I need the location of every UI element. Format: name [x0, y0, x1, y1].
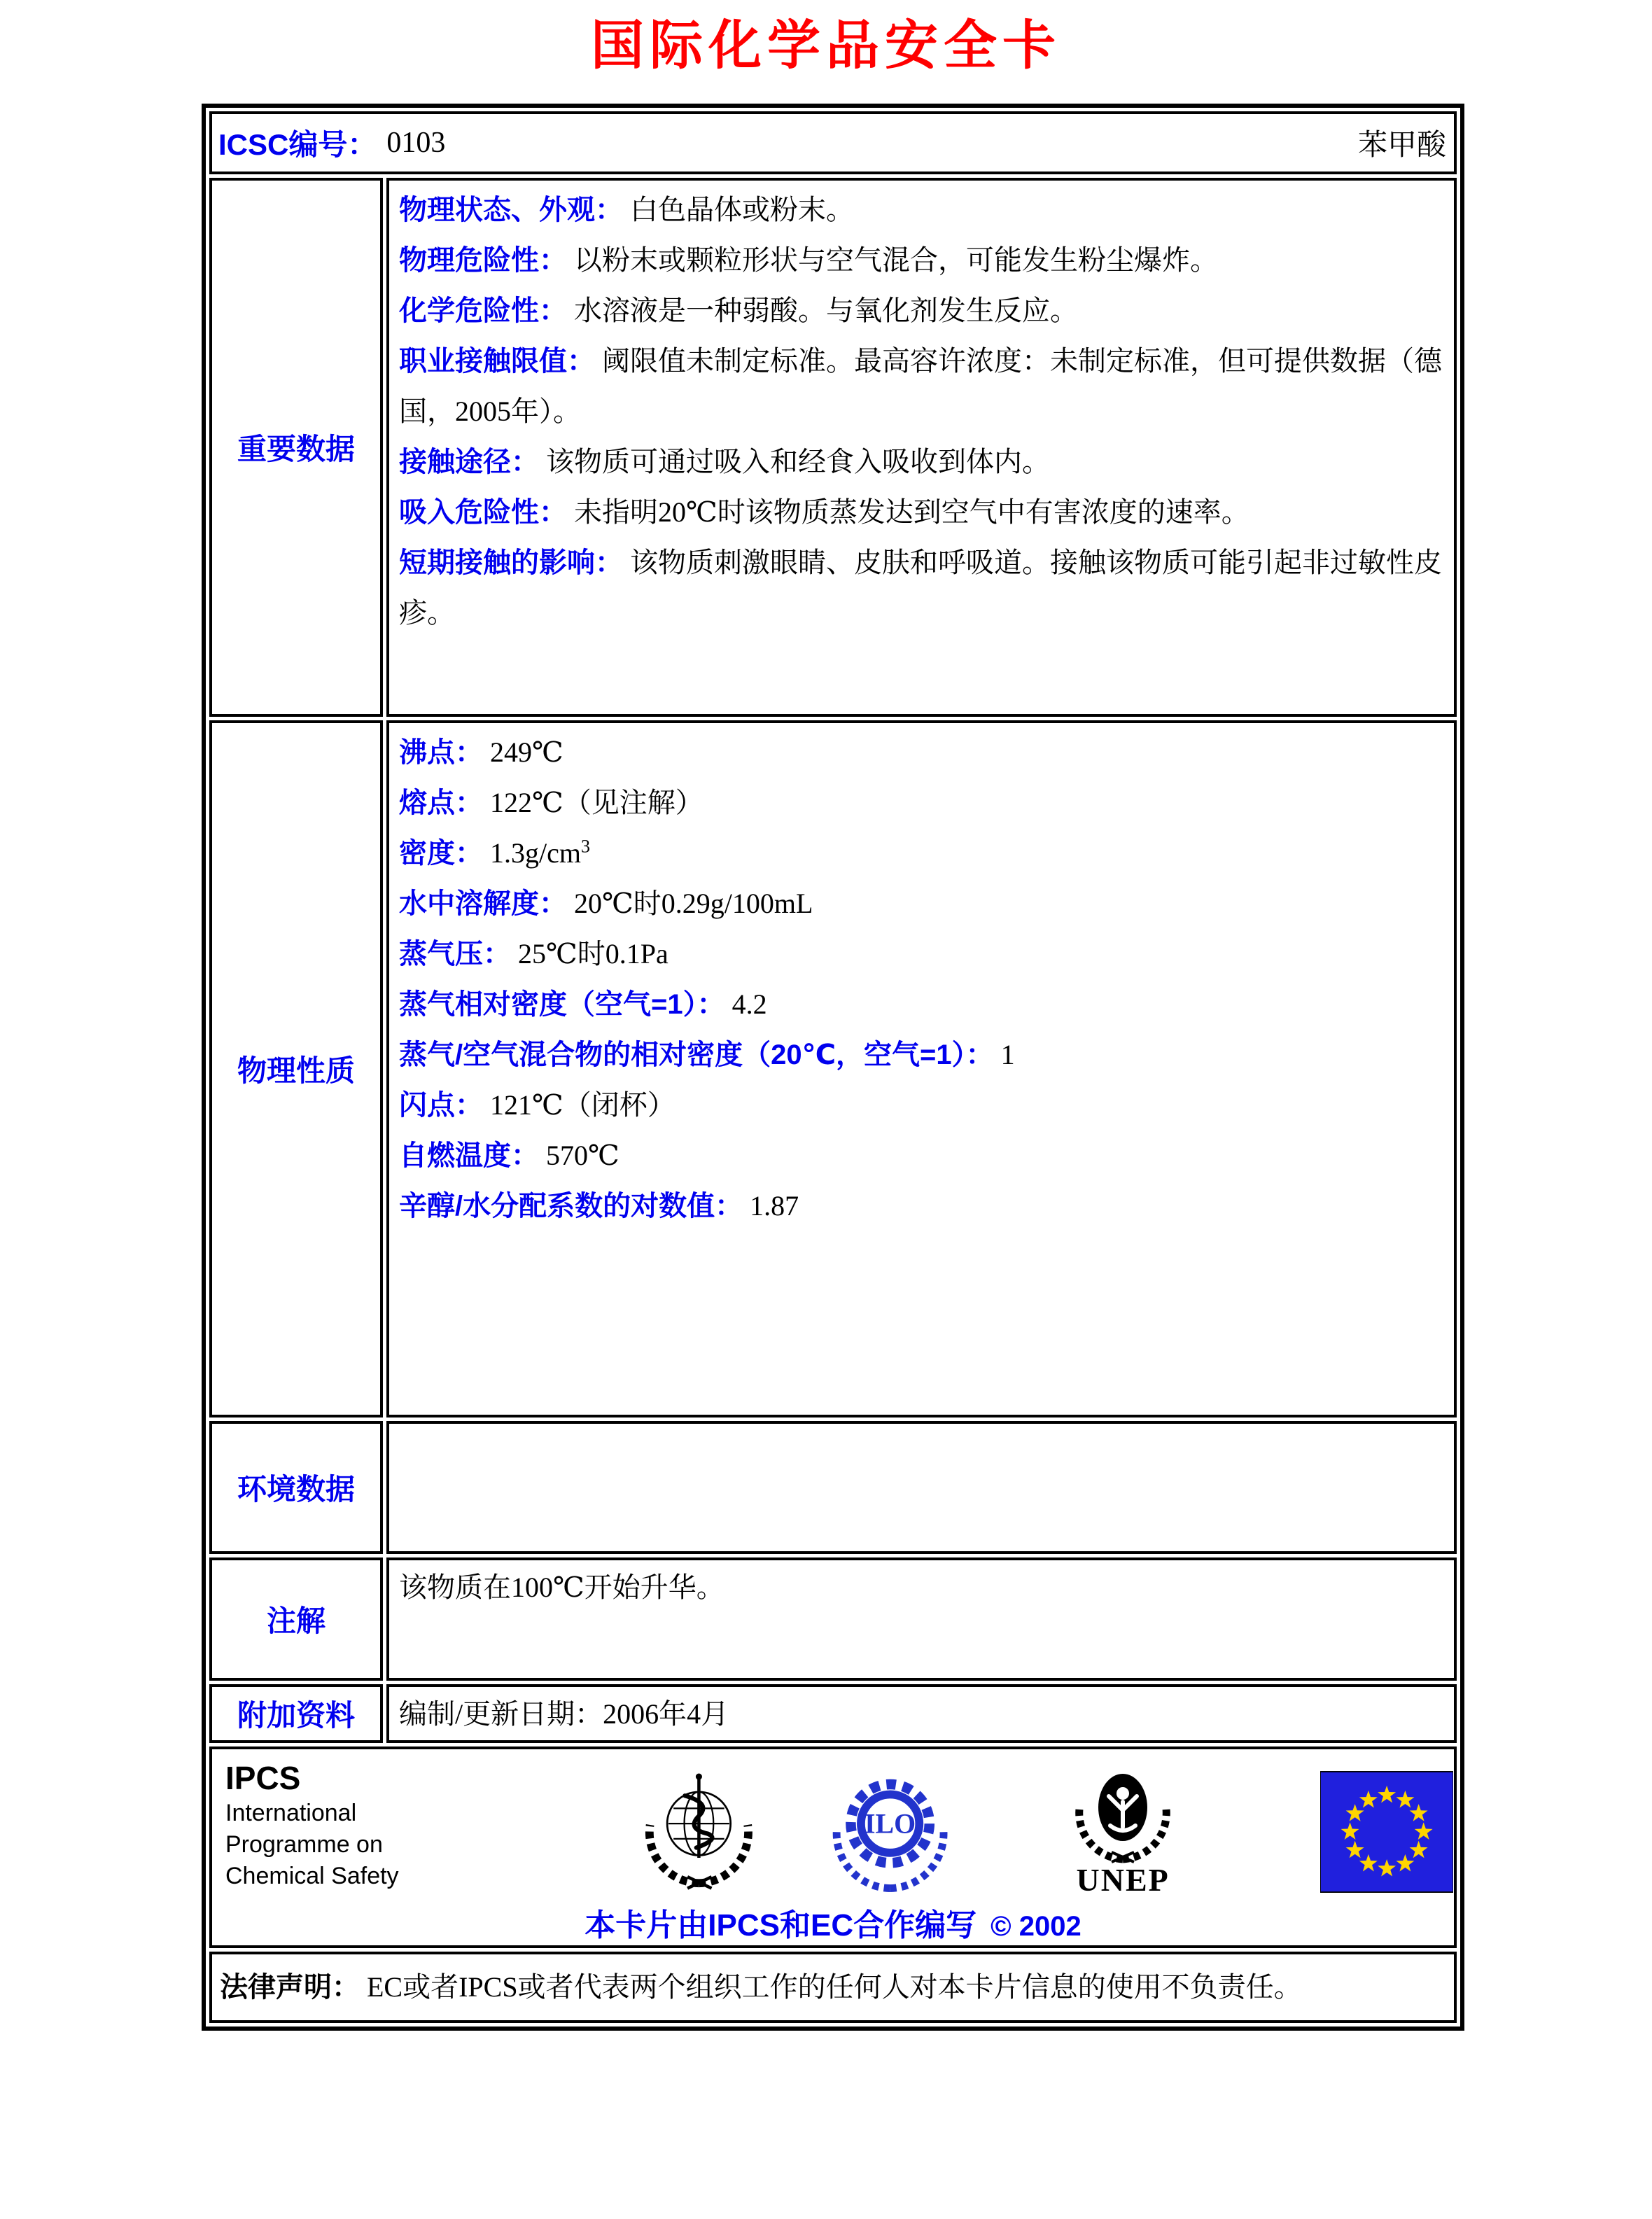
item-value: 该物质刺激眼睛、皮肤和呼吸道。接触该物质可能引起非过敏性皮疹。	[399, 547, 1442, 629]
environment-data-content	[386, 1421, 1457, 1554]
additional-info-row	[209, 1684, 1457, 1743]
logos-row	[209, 1746, 1457, 1948]
item-value: 249℃	[490, 736, 564, 768]
item-label: 密度：	[399, 838, 483, 869]
header-cell	[209, 111, 1457, 174]
item-label: 蒸气压：	[399, 939, 511, 969]
item-value: 阈限值未制定标准。最高容许浓度：未制定标准，但可提供数据（德国，2005年）。	[399, 345, 1442, 427]
item-value: 该物质可通过吸入和经食入吸收到体内。	[546, 446, 1050, 477]
important-item	[399, 538, 1443, 638]
chemical-name: 苯甲酸	[1357, 130, 1446, 162]
item-label: 蒸气相对密度（空气=1）：	[399, 989, 725, 1020]
environment-data-label: 环境数据	[209, 1421, 383, 1554]
item-value-superscript: 3	[580, 836, 590, 857]
page-title: 国际化学品安全卡	[591, 17, 1061, 76]
legal-cell	[209, 1952, 1457, 2023]
physical-item	[399, 727, 1443, 778]
important-item	[399, 487, 1443, 538]
physical-item	[399, 1181, 1443, 1231]
ipcs-line: International	[225, 1800, 357, 1826]
item-label: 物理状态、外观：	[399, 195, 623, 225]
important-data-content	[386, 178, 1457, 717]
item-label: 熔点：	[399, 788, 483, 818]
unep-logo-icon	[1067, 1758, 1179, 1863]
item-label: 自燃温度：	[399, 1140, 539, 1171]
physical-item	[399, 979, 1443, 1030]
item-value: 1.87	[750, 1190, 799, 1222]
item-label: 蒸气/空气混合物的相对密度（20℃，空气=1）：	[399, 1040, 994, 1070]
item-value: 以粉末或颗粒形状与空气混合，可能发生粉尘爆炸。	[574, 244, 1218, 276]
icsc-table	[202, 104, 1464, 2031]
notes-label: 注解	[209, 1558, 383, 1681]
ipcs-line: Chemical Safety	[225, 1863, 399, 1889]
notes-text: 该物质在100℃开始升华。	[399, 1572, 724, 1603]
item-value: 121℃（闭杯）	[490, 1089, 676, 1121]
item-label: 吸入危险性：	[399, 497, 567, 528]
item-label: 闪点：	[399, 1090, 483, 1121]
important-item	[399, 336, 1443, 437]
item-label: 物理危险性：	[399, 245, 567, 276]
logos-cell	[209, 1746, 1457, 1948]
physical-item	[399, 1080, 1443, 1130]
item-value: 水溶液是一种弱酸。与氧化剂发生反应。	[574, 295, 1078, 326]
physical-item	[399, 828, 1443, 878]
icsc-number-label: ICSC编号：	[218, 128, 377, 161]
notes-row	[209, 1558, 1457, 1681]
item-label: 辛醇/水分配系数的对数值：	[399, 1191, 743, 1222]
environment-data-row	[209, 1421, 1457, 1554]
header-row	[209, 111, 1457, 174]
item-value: 白色晶体或粉末。	[630, 194, 854, 225]
physical-properties-label: 物理性质	[209, 720, 383, 1418]
legal-text: EC或者IPCS或者代表两个组织工作的任何人对本卡片信息的使用不负责任。	[367, 1971, 1302, 2003]
caption-text: 本卡片由IPCS和EC合作编写	[584, 1908, 977, 1942]
item-label: 化学危险性：	[399, 295, 567, 326]
ipcs-text-block	[225, 1758, 403, 1892]
physical-item	[399, 878, 1443, 929]
item-value: 122℃（见注解）	[490, 787, 704, 818]
item-label: 接触途径：	[399, 447, 539, 477]
item-value: 1.3g/cm	[490, 837, 581, 869]
icsc-number-group	[218, 122, 445, 164]
legal-label: 法律声明：	[220, 1972, 360, 2003]
copyright-text: © 2002	[990, 1911, 1082, 1942]
additional-info-text: 编制/更新日期：2006年4月	[399, 1698, 729, 1730]
unep-label: UNEP	[1076, 1862, 1170, 1898]
important-item	[399, 185, 1443, 235]
important-data-row	[209, 178, 1457, 717]
icsc-number-value: 0103	[386, 127, 446, 159]
item-label: 短期接触的影响：	[399, 547, 623, 578]
physical-item	[399, 1130, 1443, 1181]
ipcs-title: IPCS	[225, 1760, 301, 1796]
item-value: 20℃时0.29g/100mL	[574, 888, 813, 919]
ilo-logo-icon	[827, 1761, 953, 1901]
item-value: 4.2	[732, 988, 767, 1020]
item-value: 未指明20℃时该物质蒸发达到空气中有害浓度的速率。	[574, 496, 1250, 528]
who-logo-icon	[634, 1761, 764, 1901]
ipcs-line: Programme on	[225, 1831, 383, 1858]
physical-properties-content	[386, 720, 1457, 1418]
important-data-label: 重要数据	[209, 178, 383, 717]
important-item	[399, 437, 1443, 487]
physical-item	[399, 778, 1443, 828]
important-item	[399, 286, 1443, 336]
legal-row	[209, 1952, 1457, 2023]
eu-flag-icon	[1320, 1765, 1453, 1898]
item-label: 沸点：	[399, 737, 483, 768]
additional-info-label: 附加资料	[209, 1684, 383, 1743]
cooperation-caption	[213, 1900, 1453, 1945]
svg-text:ILO: ILO	[864, 1807, 916, 1840]
item-label: 水中溶解度：	[399, 888, 567, 919]
item-value: 570℃	[546, 1140, 620, 1171]
unep-block	[1066, 1758, 1180, 1896]
item-label: 职业接触限值：	[399, 346, 595, 377]
physical-item	[399, 1030, 1443, 1080]
physical-item	[399, 929, 1443, 979]
item-value: 1	[1000, 1039, 1015, 1070]
legal-notice	[213, 1966, 1453, 2008]
notes-content	[386, 1558, 1457, 1681]
item-value: 25℃时0.1Pa	[518, 938, 668, 969]
physical-properties-row	[209, 720, 1457, 1418]
important-item	[399, 235, 1443, 286]
additional-info-content	[386, 1684, 1457, 1743]
